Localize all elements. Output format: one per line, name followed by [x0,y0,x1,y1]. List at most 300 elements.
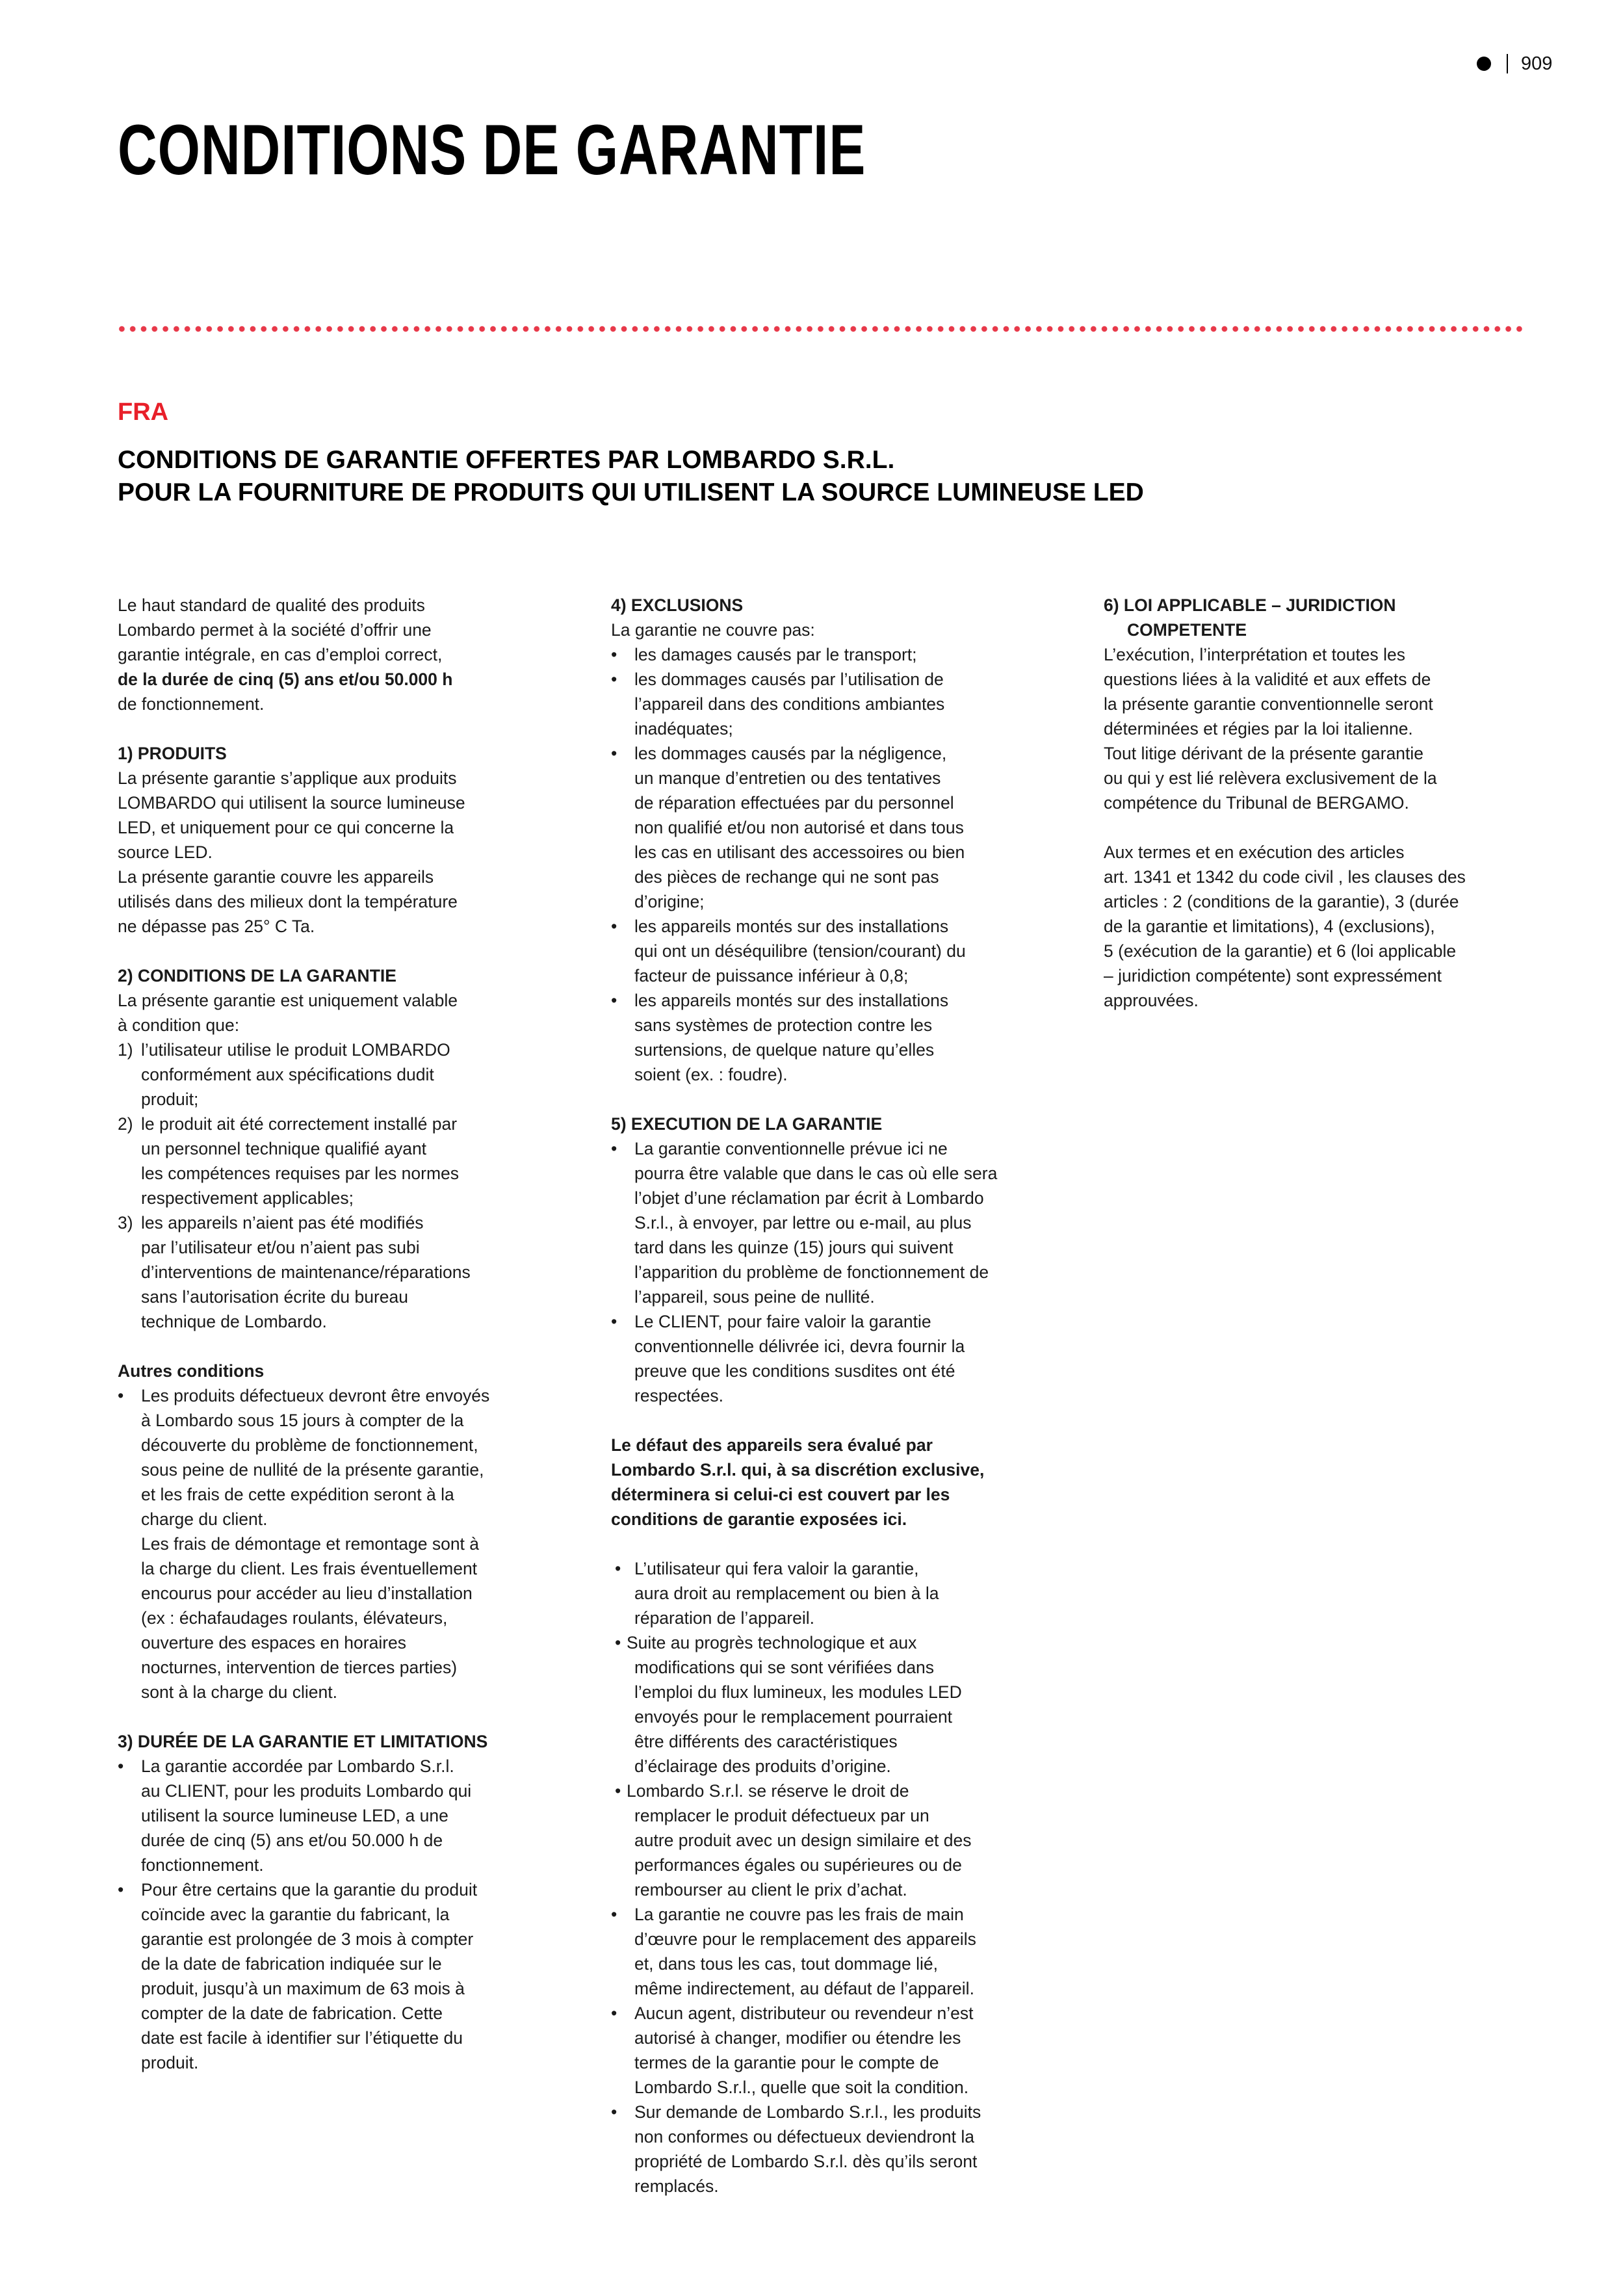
line-text: performances égales ou supérieures ou de [634,1855,962,1875]
line-text: autre produit avec un design similaire et des [634,1831,972,1850]
line-text: autorisé à changer, modifier ou étendre les [634,2028,961,2048]
bullet-icon: • [611,645,617,664]
text-line [118,1482,573,1507]
line-text: L’utilisateur qui fera valoir la garantie, [634,1559,919,1578]
text-line [611,1927,1066,1951]
line-text: date est facile à identifier sur l’étiquette du [141,2028,463,2048]
spacer [611,1087,1066,1112]
text-line [611,2050,1066,2075]
text-line [611,1803,1066,1828]
line-text: produit, jusqu’à un maximum de 63 mois à [141,1979,465,1998]
text-line [611,1754,1066,1779]
subtitle-line: CONDITIONS DE GARANTIE OFFERTES PAR LOMBARDO S.R.L. [118,446,895,474]
text-line [611,1581,1066,1606]
dotted-divider [116,326,1523,332]
text-line [1104,766,1559,790]
line-text: Suite au progrès technologique et aux [627,1633,917,1652]
text-line [611,1235,1066,1260]
line-text: surtensions, de quelque nature qu’elles [634,1040,935,1060]
text-line [118,2026,573,2050]
line-text: compter de la date de fabrication. Cette [141,2003,443,2023]
text-line [118,1655,573,1680]
text-line [1104,840,1559,865]
subtitle-line: POUR LA FOURNITURE DE PRODUITS QUI UTILISENT LA SOURCE LUMINEUSE LED [118,478,1144,506]
bullet-dot-icon [1477,57,1491,71]
text-line [611,1013,1066,1037]
line-text: un manque d’entretien ou des tentatives [634,768,941,788]
text-line [611,716,1066,741]
text-line [118,1951,573,1976]
line-text: les appareils montés sur des installations [634,917,949,936]
spacer [118,1704,573,1729]
line-text: La présente garantie s’applique aux produits [118,768,457,788]
line-text: Lombardo S.r.l. qui, à sa discrétion exclusive, [611,1460,985,1480]
list-item [611,914,1066,939]
line-text: de la date de fabrication indiquée sur le [141,1954,442,1974]
bold-text [611,1457,1066,1482]
text-line [1104,865,1559,889]
line-text: de réparation effectuées par du personnel [634,793,954,813]
line-text: garantie intégrale, en cas d’emploi correct, [118,645,443,664]
text-line [1104,667,1559,692]
line-text: les compétences requises par les normes [141,1164,460,1183]
bullet-icon: • [611,1312,617,1331]
text-line [1104,939,1559,963]
text-line [1104,642,1559,667]
page-title: CONDITIONS DE GARANTIE [118,110,866,190]
text-line [118,1186,573,1210]
text-line [118,1309,573,1334]
list-item [118,1754,573,1779]
line-text: de fonctionnement. [118,694,265,714]
bullet-icon: • [615,1559,621,1578]
line-text: Les frais de démontage et remontage sont à [141,1534,480,1554]
text-line [118,1606,573,1630]
line-text: les dommages causés par la négligence, [634,744,947,763]
line-text: remplacer le produit défectueux par un [634,1806,929,1825]
text-line [118,865,573,889]
line-text: Le défaut des appareils sera évalué par [611,1435,933,1455]
text-line [118,1087,573,1112]
text-line [611,2075,1066,2100]
list-item [611,2001,1066,2026]
bullet-icon: • [611,991,617,1010]
text-line [611,1334,1066,1359]
line-text: la présente garantie conventionnelle seront [1104,694,1433,714]
line-text: Tout litige dérivant de la présente garantie [1104,744,1424,763]
line-text: articles : 2 (conditions de la garantie), 3 (durée [1104,892,1459,911]
line-text: les cas en utilisant des accessoires ou bien [634,842,965,862]
spacer [611,1408,1066,1433]
text-line [118,642,573,667]
line-text: Sur demande de Lombardo S.r.l., les produits [634,2102,981,2122]
line-text: d’œuvre pour le remplacement des appareils [634,1929,976,1949]
text-line [118,618,573,642]
line-text: des pièces de rechange qui ne sont pas [634,867,939,887]
text-line [118,1433,573,1457]
page-number: 909 [1521,53,1553,74]
line-text: les appareils montés sur des installations [634,991,949,1010]
text-line [118,1408,573,1433]
line-text: LED, et uniquement pour ce qui concerne la [118,818,454,837]
text-line [118,1062,573,1087]
language-label: FRA [118,398,169,426]
line-text: La présente garantie couvre les appareils [118,867,434,887]
line-text: charge du client. [141,1509,268,1529]
bullet-icon: • [611,2003,617,2023]
line-text: LOMBARDO qui utilisent la source lumineuse [118,793,465,813]
line-text: et les frais de cette expédition seront à la [141,1485,454,1504]
numbered-item [118,1112,573,1136]
line-text: un personnel technique qualifié ayant [141,1139,427,1158]
text-line [118,766,573,790]
section-heading [118,1729,573,1754]
bold-text [118,667,573,692]
text-line [118,1235,573,1260]
line-text: termes de la garantie pour le compte de [634,2053,939,2072]
text-line [118,1285,573,1309]
list-number: 3) [118,1213,133,1233]
list-item [611,1779,1066,1803]
section-heading [118,741,573,766]
text-line [1104,716,1559,741]
line-text: La garantie accordée par Lombardo S.r.l. [141,1756,454,1776]
line-text: produit; [141,1089,199,1109]
line-text: Lombardo S.r.l. se réserve le droit de [627,1781,909,1801]
line-text: technique de Lombardo. [141,1312,327,1331]
list-item [611,667,1066,692]
text-line [1104,963,1559,988]
text-line [118,1779,573,1803]
line-text: être différents des caractéristiques [634,1732,898,1751]
line-text: déterminées et régies par la loi italienne. [1104,719,1413,738]
line-text: coïncide avec la garantie du fabricant, la [141,1905,450,1924]
line-text: soient (ex. : foudre). [634,1065,788,1084]
text-line [611,2174,1066,2198]
section-heading [611,1112,1066,1136]
line-text: remplacés. [634,2176,719,2196]
text-line [118,1902,573,1927]
bullet-icon: • [611,2102,617,2122]
line-text: fonctionnement. [141,1855,264,1875]
line-text: source LED. [118,842,213,862]
line-text: Lombardo S.r.l., quelle que soit la condition. [634,2078,969,2097]
text-line [118,593,573,618]
text-line [611,2149,1066,2174]
line-text: non qualifié et/ou non autorisé et dans tous [634,818,964,837]
bold-text [611,1507,1066,1532]
text-line [118,790,573,815]
text-line [611,618,1066,642]
line-text: d’éclairage des produits d’origine. [634,1756,891,1776]
text-line [118,1680,573,1704]
column-2 [611,593,1066,2198]
text-line [611,766,1066,790]
text-line [118,692,573,716]
text-line [611,1853,1066,1877]
text-line [118,2050,573,2075]
text-line [118,1630,573,1655]
list-item [611,1136,1066,1161]
text-line [118,1260,573,1285]
section-heading [1104,593,1559,618]
line-text: le produit ait été correctement installé par [141,1114,458,1134]
list-item [118,1383,573,1408]
line-text: par l’utilisateur et/ou n’aient pas subi [141,1238,420,1257]
line-text: 1) PRODUITS [118,744,227,763]
line-text: qui ont un déséquilibre (tension/courant) du [634,941,966,961]
line-text: Lombardo permet à la société d’offrir une [118,620,432,640]
text-line [118,840,573,865]
line-text: La garantie ne couvre pas: [611,620,815,640]
line-text: les appareils n’aient pas été modifiés [141,1213,424,1233]
line-text: durée de cinq (5) ans et/ou 50.000 h de [141,1831,443,1850]
text-line [1104,889,1559,914]
bold-text [118,1359,573,1383]
text-line [118,988,573,1013]
text-line [611,1037,1066,1062]
list-item [611,2100,1066,2124]
bullet-icon: • [611,1139,617,1158]
bullet-icon: • [611,744,617,763]
line-text: rembourser au client le prix d’achat. [634,1880,907,1899]
text-line [611,1951,1066,1976]
line-text: Aucun agent, distributeur ou revendeur n’est [634,2003,974,2023]
list-item [611,741,1066,766]
text-line [1104,914,1559,939]
line-text: encourus pour accéder au lieu d’installation [141,1584,473,1603]
text-line [611,1260,1066,1285]
text-line [611,1877,1066,1902]
line-text: COMPETENTE [1127,620,1247,640]
text-line [118,1507,573,1532]
column-3 [1104,593,1559,1013]
text-line [611,939,1066,963]
bullet-icon: • [118,1386,124,1405]
section-subtitle [118,444,1144,509]
bold-text [611,1482,1066,1507]
line-text: sont à la charge du client. [141,1682,337,1702]
spacer [611,1532,1066,1556]
text-line [118,1136,573,1161]
bullet-icon: • [611,917,617,936]
text-line [611,1655,1066,1680]
line-text: Pour être certains que la garantie du produit [141,1880,478,1899]
text-line [611,815,1066,840]
section-heading [611,593,1066,618]
line-text: les dommages causés par l’utilisation de [634,670,944,689]
line-text: (ex : échafaudages roulants, élévateurs, [141,1608,448,1628]
column-1 [118,593,573,2075]
text-line [611,1383,1066,1408]
line-text: nocturnes, intervention de tierces parties) [141,1658,458,1677]
text-line [611,1729,1066,1754]
list-item [611,1309,1066,1334]
line-text: Les produits défectueux devront être envoyés [141,1386,490,1405]
line-text: garantie est prolongée de 3 mois à compter [141,1929,474,1949]
text-line [118,1556,573,1581]
line-text: – juridiction compétente) sont expressément [1104,966,1442,985]
text-line [118,889,573,914]
text-line [611,1704,1066,1729]
line-text: au CLIENT, pour les produits Lombardo qui [141,1781,472,1801]
text-line [611,1680,1066,1704]
numbered-item [118,1037,573,1062]
text-line [611,1285,1066,1309]
text-line [118,1976,573,2001]
line-text: 3) DURÉE DE LA GARANTIE ET LIMITATIONS [118,1732,488,1751]
line-text: sans l’autorisation écrite du bureau [141,1287,408,1307]
line-text: respectivement applicables; [141,1188,354,1208]
list-number: 2) [118,1114,133,1134]
line-text: déterminera si celui-ci est couvert par les [611,1485,950,1504]
list-item [611,1630,1066,1655]
line-text: l’apparition du problème de fonctionnement de [634,1262,989,1282]
line-text: approuvées. [1104,991,1199,1010]
text-line [118,1927,573,1951]
line-text: découverte du problème de fonctionnement, [141,1435,478,1455]
text-line [1104,741,1559,766]
line-text: à Lombardo sous 15 jours à compter de la [141,1411,464,1430]
text-line [1104,988,1559,1013]
line-text: envoyés pour le remplacement pourraient [634,1707,953,1727]
page-number-area [1477,51,1552,77]
line-text: Autres conditions [118,1361,265,1381]
line-text: les damages causés par le transport; [634,645,917,664]
line-text: Aux termes et en exécution des articles [1104,842,1405,862]
text-line [611,1210,1066,1235]
line-text: l’appareil, sous peine de nullité. [634,1287,875,1307]
line-text: art. 1341 et 1342 du code civil , les clauses des [1104,867,1466,887]
list-item [611,988,1066,1013]
line-text: de la durée de cinq (5) ans et/ou 50.000 h [118,670,453,689]
line-text: Le haut standard de qualité des produits [118,595,425,615]
text-line [118,815,573,840]
line-text: ou qui y est lié relèvera exclusivement de la [1104,768,1437,788]
line-text: d’origine; [634,892,705,911]
line-text: L’exécution, l’interprétation et toutes les [1104,645,1406,664]
numbered-item [118,1210,573,1235]
line-text: modifications qui se sont vérifiées dans [634,1658,935,1677]
bullet-icon: • [611,670,617,689]
line-text: à condition que: [118,1015,240,1035]
list-item [611,642,1066,667]
line-text: l’appareil dans des conditions ambiantes [634,694,945,714]
line-text: conditions de garantie exposées ici. [611,1509,907,1529]
text-line [611,2124,1066,2149]
text-line [118,1457,573,1482]
line-text: l’utilisateur utilise le produit LOMBARDO [141,1040,450,1060]
line-text: 5) EXECUTION DE LA GARANTIE [611,1114,883,1134]
text-line [118,2001,573,2026]
text-line [118,1161,573,1186]
separator [1507,54,1508,73]
bold-text [611,1433,1066,1457]
line-text: non conformes ou défectueux deviendront la [634,2127,974,2146]
line-text: utilisent la source lumineuse LED, a une [141,1806,448,1825]
line-text: aura droit au remplacement ou bien à la [634,1584,939,1603]
spacer [1104,815,1559,840]
line-text: 4) EXCLUSIONS [611,595,744,615]
line-text: pourra être valable que dans le cas où elle sera [634,1164,998,1183]
bullet-icon: • [615,1633,621,1652]
line-text: l’objet d’une réclamation par écrit à Lombardo [634,1188,984,1208]
text-line [118,1581,573,1606]
text-line [611,790,1066,815]
spacer [118,939,573,963]
line-text: l’emploi du flux lumineux, les modules LED [634,1682,962,1702]
text-line [611,1606,1066,1630]
line-text: respectées. [634,1386,723,1405]
text-line [1104,790,1559,815]
text-line [611,1062,1066,1087]
line-text: et, dans tous les cas, tout dommage lié, [634,1954,938,1974]
text-line [611,1828,1066,1853]
list-item [611,1556,1066,1581]
text-line [611,889,1066,914]
bullet-icon: • [611,1905,617,1924]
list-item [611,1902,1066,1927]
text-line [118,1828,573,1853]
spacer [118,716,573,741]
line-text: inadéquates; [634,719,733,738]
line-text: conformément aux spécifications dudit [141,1065,434,1084]
line-text: ne dépasse pas 25° C Ta. [118,917,315,936]
bullet-icon: • [118,1880,124,1899]
line-text: La garantie conventionnelle prévue ici ne [634,1139,948,1158]
text-line [611,865,1066,889]
text-line [611,1161,1066,1186]
line-text: ouverture des espaces en horaires [141,1633,407,1652]
text-line [118,1532,573,1556]
line-text: conventionnelle délivrée ici, devra fournir la [634,1337,965,1356]
line-text: 6) LOI APPLICABLE – JURIDICTION [1104,595,1396,615]
text-line [611,1186,1066,1210]
text-line [611,692,1066,716]
line-text: compétence du Tribunal de BERGAMO. [1104,793,1409,813]
text-line [611,2026,1066,2050]
line-text: même indirectement, au défaut de l’appareil. [634,1979,974,1998]
line-text: produit. [141,2053,199,2072]
line-text: preuve que les conditions susdites ont été [634,1361,955,1381]
line-text: La présente garantie est uniquement valable [118,991,458,1010]
line-text: tard dans les quinze (15) jours qui suivent [634,1238,954,1257]
text-line [611,963,1066,988]
line-text: facteur de puissance inférieur à 0,8; [634,966,909,985]
bullet-icon: • [615,1781,621,1801]
section-heading [1104,618,1559,642]
text-line [118,914,573,939]
line-text: de la garantie et limitations), 4 (exclusions), [1104,917,1435,936]
line-text: S.r.l., à envoyer, par lettre ou e-mail, au plus [634,1213,972,1233]
line-text: 5 (exécution de la garantie) et 6 (loi applicable [1104,941,1457,961]
line-text: questions liées à la validité et aux effets de [1104,670,1431,689]
text-line [118,1853,573,1877]
text-line [1104,692,1559,716]
list-number: 1) [118,1040,133,1060]
line-text: 2) CONDITIONS DE LA GARANTIE [118,966,396,985]
line-text: Le CLIENT, pour faire valoir la garantie [634,1312,931,1331]
list-item [118,1877,573,1902]
text-line [118,1803,573,1828]
line-text: sous peine de nullité de la présente garantie, [141,1460,484,1480]
line-text: propriété de Lombardo S.r.l. dès qu’ils seront [634,2152,978,2171]
text-line [118,1013,573,1037]
spacer [118,1334,573,1359]
text-line [611,840,1066,865]
section-heading [118,963,573,988]
line-text: réparation de l’appareil. [634,1608,814,1628]
